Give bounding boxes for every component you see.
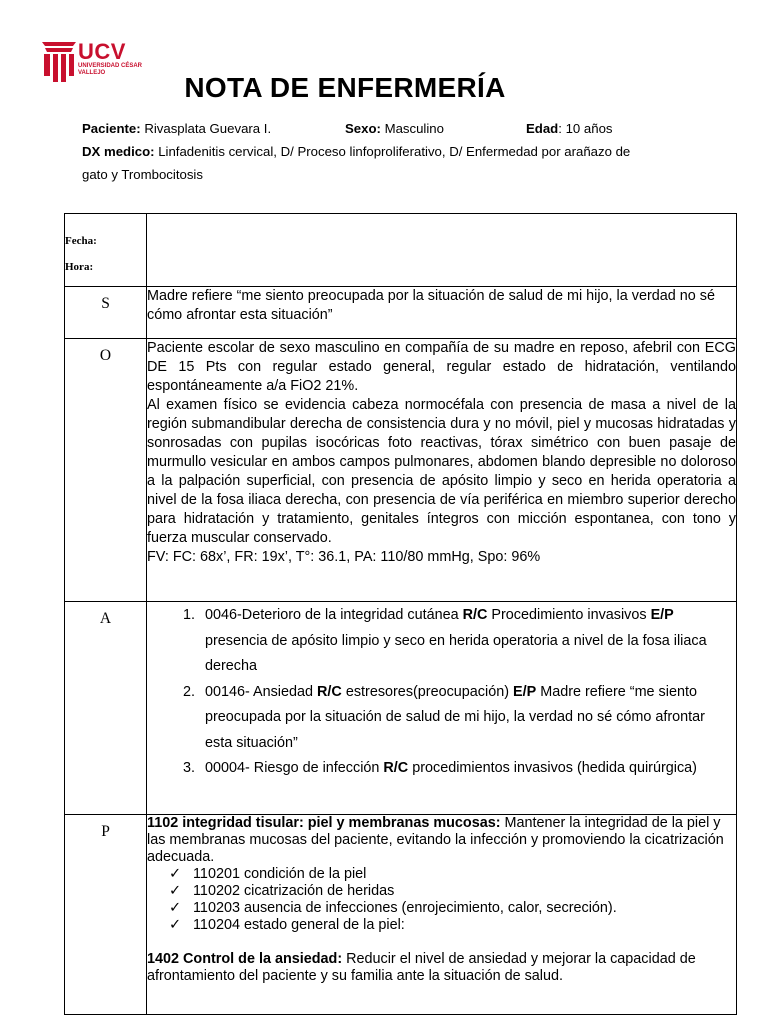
o-label: O <box>65 339 147 602</box>
o-paragraph-2: Al examen físico se evidencia cabeza normocéfala con presencia de masa a nivel de la región submandibular derecha de consistencia dura y no móvil, piel y mucosas hidratadas y sonrosadas con pupilas isocóricas foto reactivas, tórax simétrico con buen pasaje de murmullo vesicular en ambos campos pulmonares, abdomen blando depresible no doloroso a la palpación superficial, con presencia de apósito limpio y seco en herida operatoria a nivel de la fosa iliaca derecha, con presencia de vía periférica en miembro superior derecho para hidratación y tratamiento, genitales íntegros con micción espontanea, con tono y fuerza muscular conservado. <box>147 397 736 546</box>
check-icon: ✓ <box>169 917 182 933</box>
diagnosis-item: 3. 00004- Riesgo de infección R/C procedimientos invasivos (hedida quirúrgica) <box>199 756 728 782</box>
logo-subtitle: UNIVERSIDAD CÉSAR VALLEJO <box>78 63 143 76</box>
o-vital-signs: FV: FC: 68x’, FR: 19x’, T°: 36.1, PA: 110/80 mmHg, Spo: 96% <box>147 549 541 565</box>
p-label: P <box>65 815 147 1015</box>
check-icon: ✓ <box>169 866 182 882</box>
p-row <box>65 815 737 1015</box>
s-row <box>65 287 737 339</box>
goal-1102-title: 1102 integridad tisular: piel y membranas mucosas: <box>147 815 501 831</box>
sex-label: Sexo: <box>345 121 381 136</box>
hora-label: Hora: <box>65 261 94 273</box>
diagnosis-item: 1. 0046-Deterioro de la integridad cutánea R/C Procedimiento invasivos E/P presencia de apósito limpio y seco en herida operatoria a nivel de la fosa iliaca derecha <box>199 603 728 680</box>
indicator-item: ✓ 110204 estado general de la piel: <box>169 917 405 933</box>
date-time-value-cell <box>147 214 737 287</box>
dx-info-line2 <box>82 166 203 184</box>
goal-1402-text: Reducir el nivel de ansiedad y mejorar la capacidad de afrontamiento del paciente y su familia ante la situación de salud. <box>147 951 696 984</box>
s-label: S <box>65 287 147 339</box>
goal-1102 <box>147 815 736 866</box>
dx-label: DX medico: <box>82 144 155 159</box>
document-title: NOTA DE ENFERMERÍA <box>184 72 506 103</box>
dx-text-line1: Linfadenitis cervical, D/ Proceso linfoproliferativo, D/ Enfermedad por arañazo de <box>154 144 631 159</box>
goal-1402 <box>147 951 736 985</box>
goal-1402-title: 1402 Control de la ansiedad: <box>147 951 343 967</box>
a-cell <box>147 602 737 815</box>
s-text: Madre refiere “me siento preocupada por la situación de salud de mi hijo, la verdad no sé cómo afrontar esta situación” <box>147 287 737 339</box>
indicator-list <box>147 866 736 934</box>
dx-text-line2: gato y Trombocitosis <box>82 167 203 182</box>
a-row <box>65 602 737 815</box>
age-info <box>526 120 613 138</box>
logo-brand: UCV <box>78 39 126 64</box>
indicator-item: ✓ 110202 cicatrización de heridas <box>169 883 395 899</box>
dx-info-line1 <box>82 143 630 161</box>
diagnosis-list <box>147 603 736 782</box>
check-icon: ✓ <box>169 883 182 899</box>
patient-label: Paciente: <box>82 121 141 136</box>
age-value: : 10 años <box>558 121 613 136</box>
a-label: A <box>65 602 147 815</box>
diagnosis-item: 2. 00146- Ansiedad R/C estresores(preocupación) E/P Madre refiere “me siento preocupada por la situación de salud de mi hijo, la verdad no sé cómo afrontar esta situación” <box>199 680 728 757</box>
check-icon: ✓ <box>169 900 182 916</box>
indicator-item: ✓ 110203 ausencia de infecciones (enrojecimiento, calor, secreción). <box>169 900 617 916</box>
sex-info <box>345 120 444 138</box>
fecha-label: Fecha: <box>65 235 97 247</box>
soap-table <box>64 213 737 1015</box>
age-label: Edad <box>526 121 559 136</box>
sex-value: Masculino <box>384 121 444 136</box>
p-cell <box>147 815 737 1015</box>
goal-1102-text: Mantener la integridad de la piel y las membranas mucosas del paciente, evitando la infección y promoviendo la cicatrización adecuada. <box>147 815 724 865</box>
o-row <box>65 339 737 602</box>
date-time-row <box>65 214 737 287</box>
o-cell <box>147 339 737 602</box>
indicator-item: ✓ 110201 condición de la piel <box>169 866 367 882</box>
o-paragraph-1: Paciente escolar de sexo masculino en compañía de su madre en reposo, afebril con ECG DE 15 Pts con regular estado general, regular estado de hidratación, ventilando espontáneamente a/a FiO2 21%. <box>147 340 736 394</box>
patient-info-row <box>82 120 271 138</box>
fecha-hora-cell <box>65 214 147 287</box>
patient-name: Rivasplata Guevara I. <box>144 121 272 136</box>
